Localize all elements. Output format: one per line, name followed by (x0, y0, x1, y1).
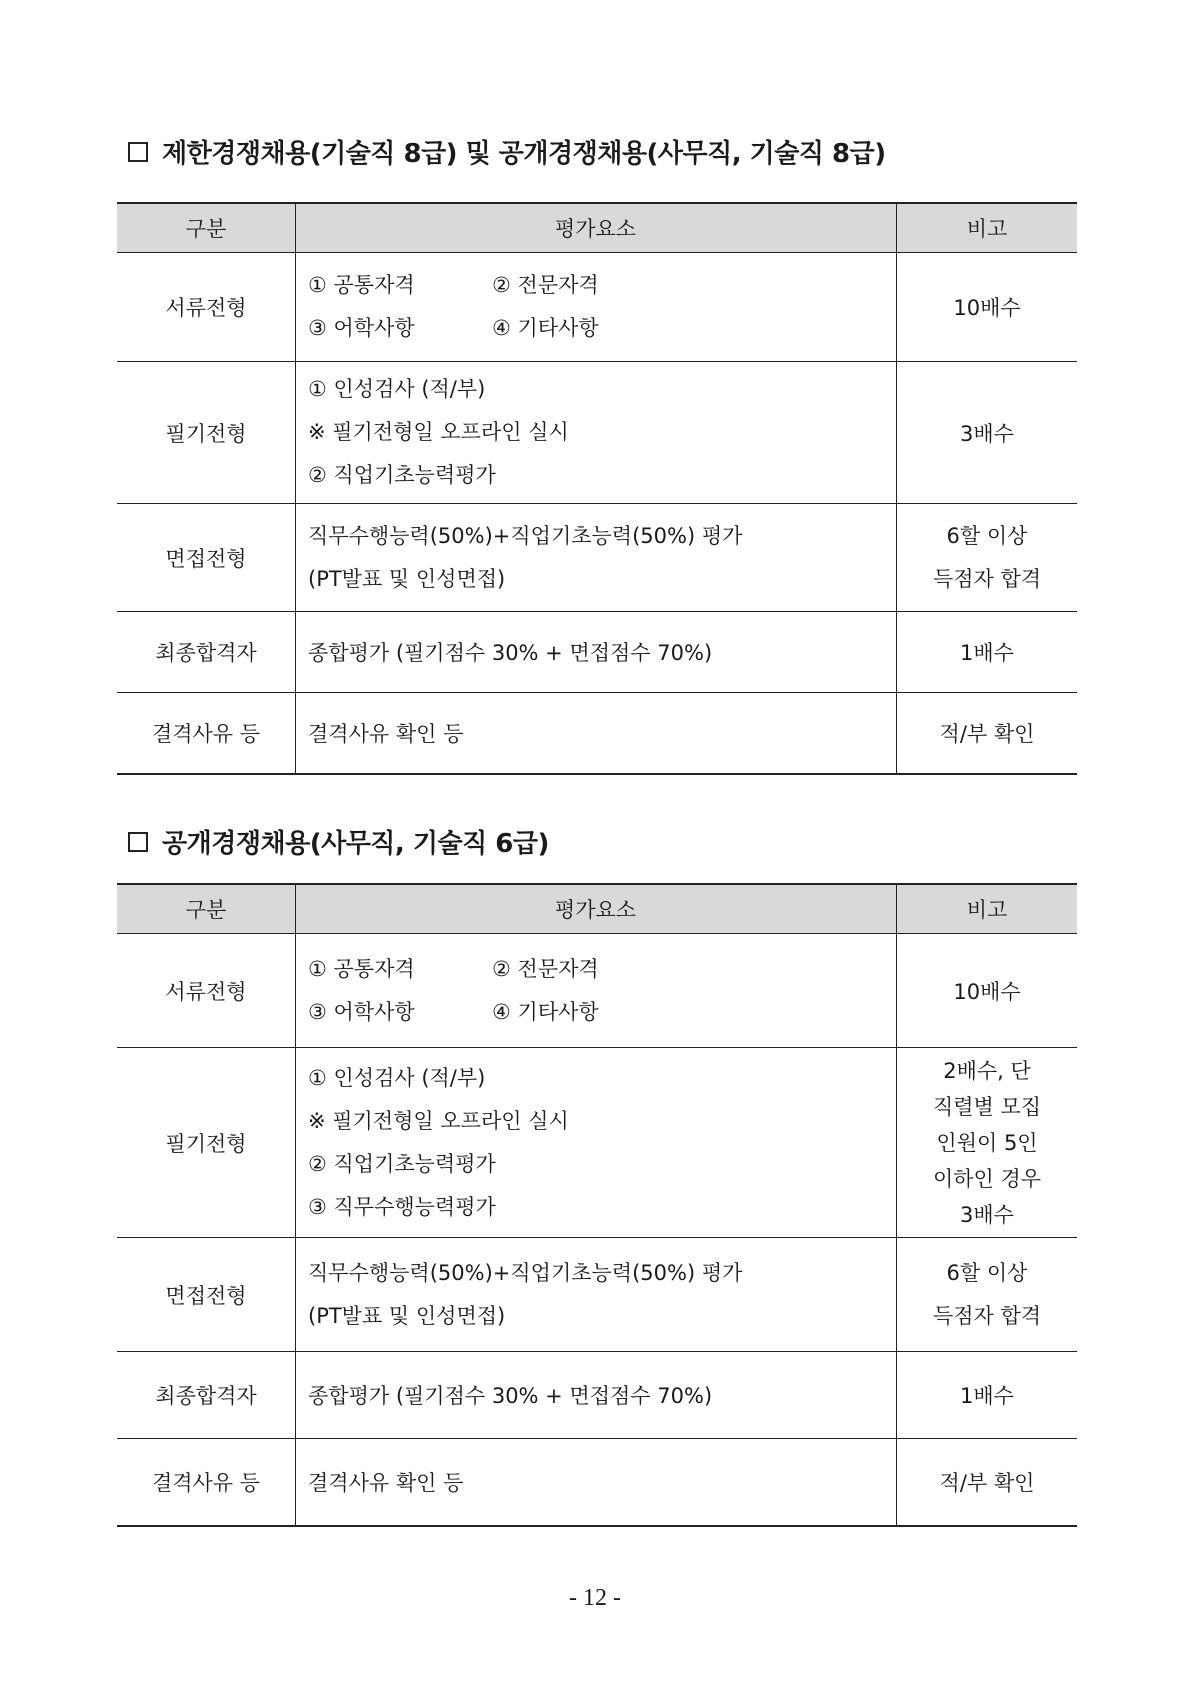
table-header-row (117, 884, 1077, 934)
row-criteria (296, 1048, 897, 1238)
criteria-item: ③ 어학사항 (308, 999, 415, 1024)
table-row-document (117, 253, 1077, 362)
row-note: 적/부 확인 (897, 1439, 1078, 1526)
section1-title (128, 133, 886, 170)
row-note: 10배수 (897, 253, 1078, 362)
criteria-item: ③ 직무수행능력평가 (308, 1194, 496, 1219)
criteria-item: 직무수행능력(50%)+직업기초능력(50%) 평가 (308, 523, 743, 548)
note-line: 인원이 5인 (936, 1130, 1038, 1155)
row-criteria (296, 253, 897, 362)
note-line: 6할 이상 (946, 1260, 1028, 1285)
criteria-item: ① 인성검사 (적/부) (308, 377, 486, 401)
note-line: 2배수, 단 (943, 1058, 1031, 1083)
criteria-item: ④ 기타사항 (492, 999, 599, 1024)
row-criteria (296, 362, 897, 504)
header-criteria: 평가요소 (296, 203, 897, 253)
section2-title (128, 823, 549, 860)
row-note (897, 1238, 1078, 1352)
section2-title-text: 공개경쟁채용(사무직, 기술직 6급) (162, 829, 549, 859)
row-label: 최종합격자 (117, 612, 296, 693)
header-category: 구분 (117, 884, 296, 934)
criteria-item: 직무수행능력(50%)+직업기초능력(50%) 평가 (308, 1260, 743, 1285)
table-row-final (117, 1352, 1077, 1439)
row-note: 3배수 (897, 362, 1078, 504)
table-row-written (117, 362, 1077, 504)
header-remarks: 비고 (897, 884, 1078, 934)
checkbox-square-icon (128, 832, 148, 852)
criteria-item: ② 직업기초능력평가 (308, 1151, 496, 1176)
table-row-written (117, 1048, 1077, 1238)
note-line: 6할 이상 (946, 523, 1028, 548)
row-label: 필기전형 (117, 362, 296, 504)
criteria-item: ※ 필기전형일 오프라인 실시 (308, 1108, 569, 1133)
criteria-item: ③ 어학사항 (308, 316, 415, 340)
criteria-item: (PT발표 및 인성면접) (308, 566, 506, 591)
row-note (897, 1048, 1078, 1238)
row-label: 결격사유 등 (117, 1439, 296, 1526)
row-criteria: 결격사유 확인 등 (296, 693, 897, 774)
header-criteria: 평가요소 (296, 884, 897, 934)
table-header-row (117, 203, 1077, 253)
criteria-item: (PT발표 및 인성면접) (308, 1303, 506, 1328)
header-remarks: 비고 (897, 203, 1078, 253)
criteria-item: ※ 필기전형일 오프라인 실시 (308, 420, 569, 444)
row-label: 서류전형 (117, 934, 296, 1048)
note-line: 득점자 합격 (932, 1303, 1042, 1328)
header-category: 구분 (117, 203, 296, 253)
row-criteria (296, 1238, 897, 1352)
section2-table (117, 883, 1077, 1527)
section1-table (117, 202, 1077, 775)
row-criteria (296, 934, 897, 1048)
row-criteria: 종합평가 (필기점수 30% + 면접점수 70%) (296, 1352, 897, 1439)
row-label: 면접전형 (117, 1238, 296, 1352)
row-note: 적/부 확인 (897, 693, 1078, 774)
page-number: - 12 - (569, 1585, 621, 1611)
table-row-final (117, 612, 1077, 693)
note-line: 3배수 (960, 1202, 1014, 1227)
row-label: 최종합격자 (117, 1352, 296, 1439)
row-criteria: 종합평가 (필기점수 30% + 면접점수 70%) (296, 612, 897, 693)
checkbox-square-icon (128, 142, 148, 162)
note-line: 득점자 합격 (932, 566, 1042, 591)
row-label: 필기전형 (117, 1048, 296, 1238)
table-row-document (117, 934, 1077, 1048)
row-label: 면접전형 (117, 504, 296, 612)
criteria-item: ④ 기타사항 (492, 316, 599, 340)
table-row-disqualification (117, 1439, 1077, 1526)
row-criteria (296, 504, 897, 612)
table-row-interview (117, 1238, 1077, 1352)
criteria-item: ② 전문자격 (492, 956, 599, 981)
table-row-disqualification (117, 693, 1077, 774)
note-line: 직렬별 모집 (932, 1094, 1042, 1119)
section1-title-text: 제한경쟁채용(기술직 8급) 및 공개경쟁채용(사무직, 기술직 8급) (162, 139, 886, 169)
row-note: 1배수 (897, 612, 1078, 693)
row-note (897, 504, 1078, 612)
table-row-interview (117, 504, 1077, 612)
note-line: 이하인 경우 (932, 1166, 1042, 1191)
row-label: 서류전형 (117, 253, 296, 362)
row-note: 10배수 (897, 934, 1078, 1048)
criteria-item: ① 공통자격 (308, 956, 415, 981)
criteria-item: ① 인성검사 (적/부) (308, 1065, 486, 1090)
criteria-item: ① 공통자격 (308, 273, 415, 297)
criteria-item: ② 직업기초능력평가 (308, 463, 496, 487)
row-note: 1배수 (897, 1352, 1078, 1439)
row-label: 결격사유 등 (117, 693, 296, 774)
criteria-item: ② 전문자격 (492, 273, 599, 297)
row-criteria: 결격사유 확인 등 (296, 1439, 897, 1526)
